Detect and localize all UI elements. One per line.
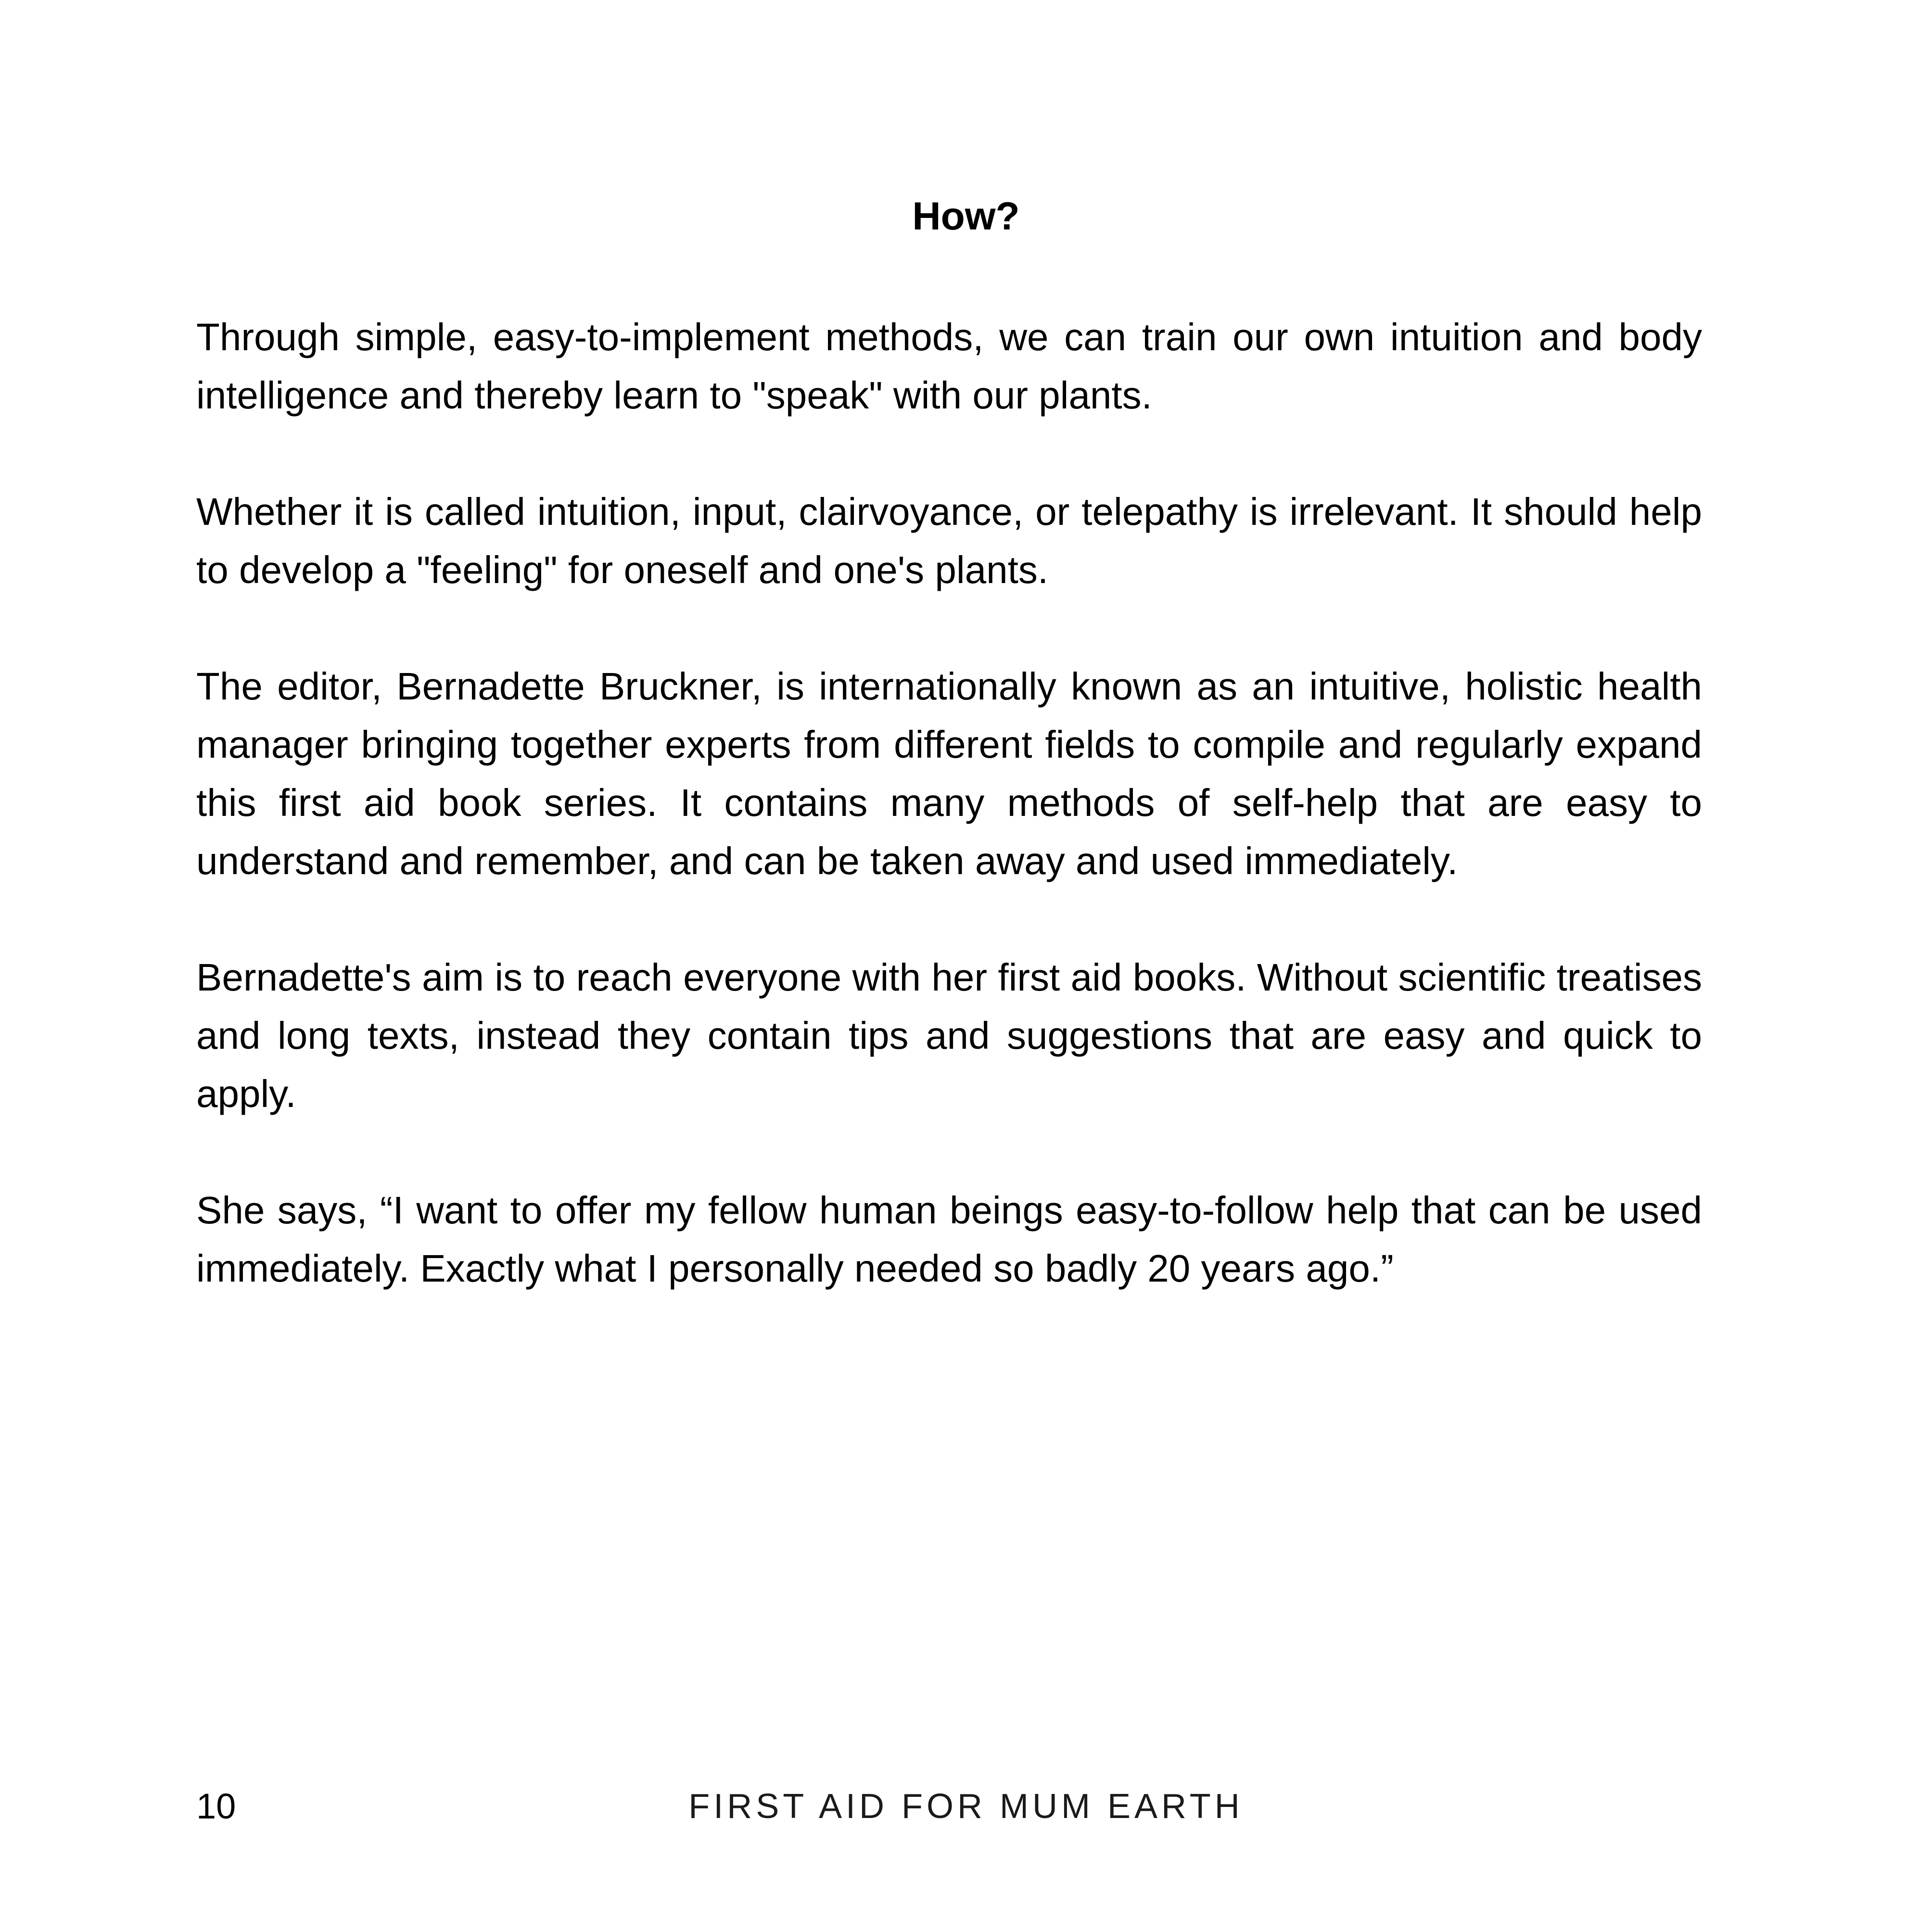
body-text [196,308,1702,1356]
paragraph-feeling: Whether it is called intuition, input, clairvoyance, or telepathy is irrelevant. It should help to develop a "feeling" for oneself and one's plants. [196,490,1702,591]
paragraph-intuition-methods: Through simple, easy-to-implement methods, we can train our own intuition and body intelligence and thereby learn to "speak" with our plants. [196,316,1702,417]
paragraph-editor: The editor, Bernadette Bruckner, is internationally known as an intuitive, holistic health manager bringing together experts from different fields to compile and regularly expand this first aid book series. It contains many methods of self-help that are easy to understand and remember, and can be taken away and used immediately. [196,665,1702,882]
section-heading: How? [912,194,1020,238]
paragraph-quote: She says, “I want to offer my fellow human beings easy-to-follow help that can be used immediately. Exactly what I personally needed so badly 20 years ago.” [196,1189,1702,1290]
footer-book-title: FIRST AID FOR MUM EARTH [688,1787,1244,1826]
paragraph-aim: Bernadette's aim is to reach everyone with her first aid books. Without scientific treatises and long texts, instead they contain tips and suggestions that are easy and quick to apply. [196,956,1702,1115]
page-number: 10 [196,1786,236,1826]
